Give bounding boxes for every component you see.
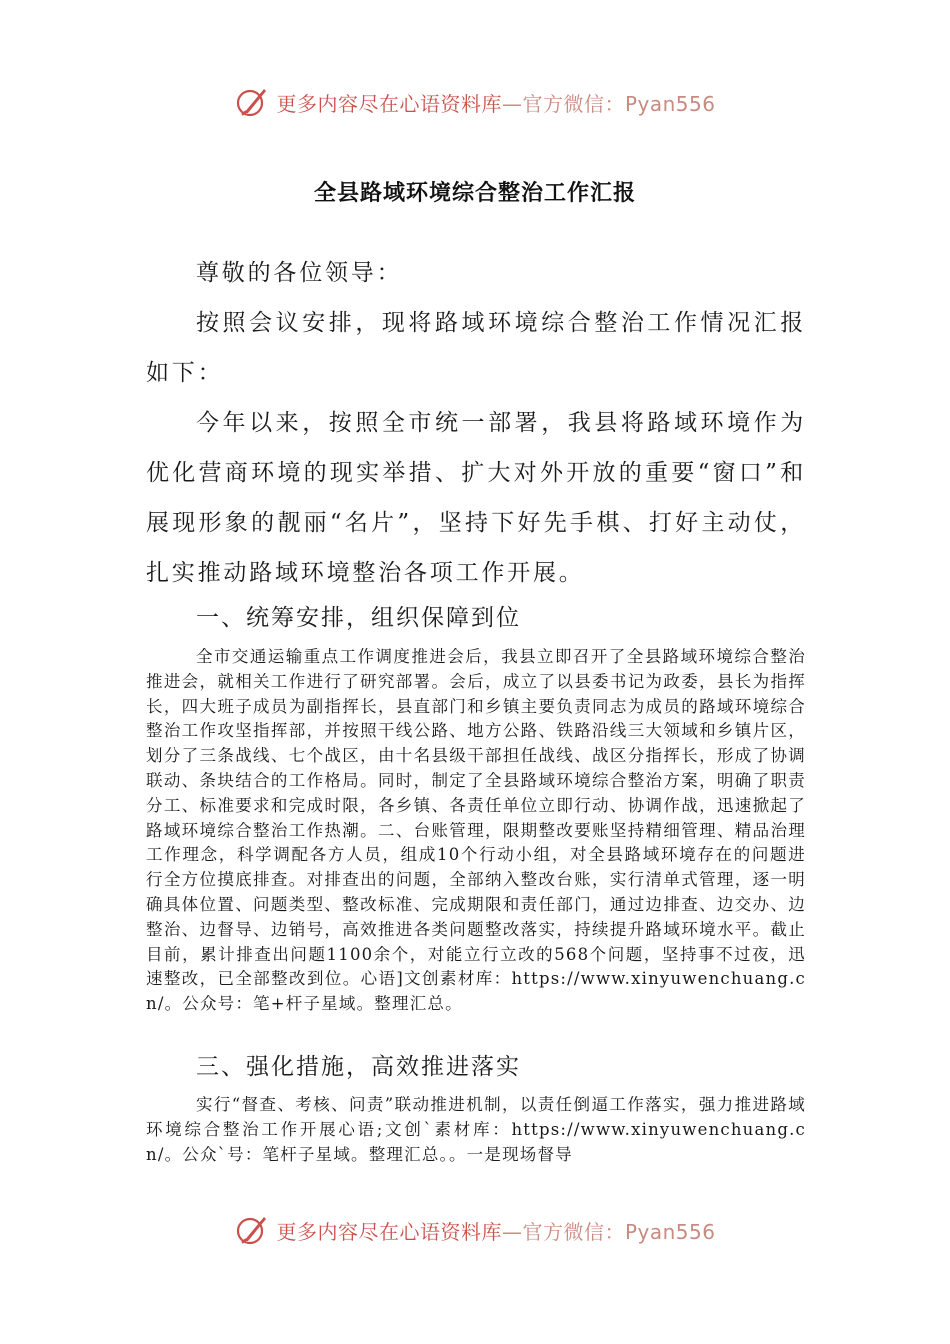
quill-pen-icon — [234, 84, 270, 120]
section-3-heading: 三、强化措施，高效推进落实 — [196, 1054, 521, 1080]
document-title: 全县路域环境综合整治工作汇报 — [313, 181, 636, 206]
section-1-body — [146, 645, 806, 1017]
watermark-banner-top — [0, 82, 950, 122]
salutation: 尊敬的各位领导： — [196, 260, 403, 286]
section-3-body — [146, 1093, 806, 1167]
intro-paragraph: 按照会议安排，现将路域环境综合整治工作情况汇报如下： — [146, 310, 806, 386]
watermark-text: 更多内容尽在心语资料库—官方微信：Pyan556 — [276, 91, 716, 116]
watermark-text: 更多内容尽在心语资料库—官方微信：Pyan556 — [276, 1219, 716, 1244]
section-1-heading: 一、统筹安排，组织保障到位 — [196, 605, 521, 631]
quill-pen-icon — [234, 1212, 270, 1248]
watermark-banner-bottom — [0, 1210, 950, 1250]
section-3-paragraph: 实行“督查、考核、问责”联动推进机制，以责任倒逼工作落实，强力推进路域环境综合整治工作开展心语;文创`素材库：https://www.xinyuwenchuang.cn/。公众`号：笔杆子星域。整理汇总。。一是现场督导 — [146, 1095, 806, 1164]
section-1-paragraph: 全市交通运输重点工作调度推进会后，我县立即召开了全县路域环境综合整治推进会，就相关工作进行了研究部署。会后，成立了以县委书记为政委，县长为指挥长，四大班子成员为副指挥长，县直部门和乡镇主要负责同志为成员的路域环境综合整治工作攻坚指挥部，并按照干线公路、地方公路、铁路沿线三大领域和乡镇片区，划分了三条战线、七个战区，由十名县级干部担任战线、战区分指挥长，形成了协调联动、条块结合的工作格局。同时，制定了全县路域环境综合整治方案，明确了职责分工、标准要求和完成时限，各乡镇、各责任单位立即行动、协调作战，迅速掀起了路域环境综合整治工作热潮。二、台账管理，限期整改要账坚持精细管理、精品治理工作理念，科学调配各方人员，组成10个行动小组，对全县路域环境存在的问题进行全方位摸底排查。对排查出的问题，全部纳入整改台账，实行清单式管理，逐一明确具体位置、问题类型、整改标准、完成期限和责任部门，通过边排查、边交办、边整治、边督导、边销号，高效推进各类问题整改落实，持续提升路域环境水平。截止目前，累计排查出问题1100余个，对能立行立改的568个问题，坚持事不过夜，迅速整改，已全部整改到位。心语]文创素材库：https://www.xinyuwenchuang.cn/。公众号：笔+杆子星域。整理汇总。 — [146, 647, 806, 1014]
overview-paragraph: 今年以来，按照全市统一部署，我县将路域环境作为优化营商环境的现实举措、扩大对外开放的重要“窗口”和展现形象的靓丽“名片”，坚持下好先手棋、打好主动仗，扎实推动路域环境整治各项工作开展。 — [146, 410, 806, 586]
document-body-large — [146, 248, 806, 598]
